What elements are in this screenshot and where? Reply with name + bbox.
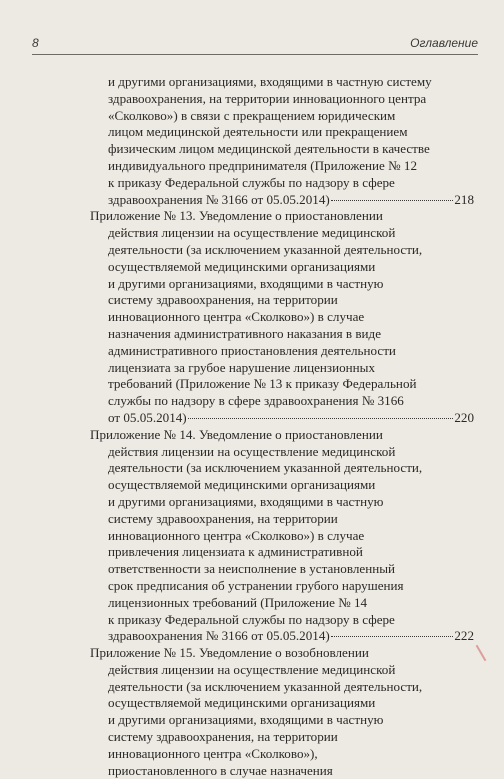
toc-entry-body: [90, 662, 474, 779]
toc-entry[interactable]: [90, 74, 474, 208]
table-of-contents: [90, 74, 474, 779]
toc-entry-line: срок предписания об устранении грубого нарушения: [108, 577, 404, 593]
toc-entry-line: требований (Приложение № 13 к приказу Федеральной: [108, 376, 417, 392]
toc-entry-line: к приказу Федеральной службы по надзору в сфере: [108, 611, 395, 627]
toc-entry[interactable]: [90, 427, 474, 645]
toc-page-number[interactable]: 218: [454, 191, 474, 207]
leader-dots: [331, 636, 454, 637]
toc-entry[interactable]: [90, 645, 474, 779]
toc-entry-line: ответственности за неисполнение в установленный: [108, 561, 396, 577]
toc-entry-line: осуществляемой медицинскими организациями: [108, 695, 376, 711]
toc-entry-line: здравоохранения № 3166 от 05.05.2014): [108, 191, 330, 207]
toc-page-number[interactable]: 222: [454, 628, 474, 644]
toc-entry-line: лицензиата за грубое нарушение лицензионных: [108, 359, 376, 375]
toc-entry-line: приостановленного в случае назначения: [108, 762, 333, 778]
toc-entry-line: действия лицензии на осуществление медицинской: [108, 225, 396, 241]
toc-entry-line: и другими организациями, входящими в частную систему: [108, 74, 432, 89]
toc-entry-line: систему здравоохранения, на территории: [108, 292, 338, 308]
toc-entry-body: [90, 444, 474, 646]
toc-entry-line: деятельности (за исключением указанной деятельности,: [108, 678, 423, 694]
toc-entry-body: [90, 225, 474, 427]
toc-entry-line: индивидуального предпринимателя (Приложение № 12: [108, 157, 417, 173]
toc-entry-line: деятельности (за исключением указанной деятельности,: [108, 460, 423, 476]
section-title: Оглавление: [410, 36, 478, 50]
toc-entry-body: [90, 74, 474, 208]
toc-entry-last-line: [108, 628, 474, 645]
toc-entry-line: лицензионных требований (Приложение № 14: [108, 594, 368, 610]
toc-entry-line: службы по надзору в сфере здравоохранения № 3166: [108, 393, 404, 409]
toc-entry-heading: Приложение № 14. Уведомление о приостановлении: [90, 426, 383, 442]
toc-entry-line: здравоохранения, на территории инновационного центра: [108, 90, 427, 106]
leader-dots: [188, 418, 454, 419]
pen-mark: [476, 645, 487, 662]
toc-entry-line: и другими организациями, входящими в частную: [108, 712, 384, 728]
toc-entry-line: инновационного центра «Сколково») в случае: [108, 527, 365, 543]
leader-dots: [331, 200, 454, 201]
toc-page-number[interactable]: 220: [454, 409, 474, 425]
toc-entry-line: и другими организациями, входящими в частную: [108, 493, 384, 509]
toc-entry-line: лицом медицинской деятельности или прекращением: [108, 124, 408, 140]
toc-entry-line: инновационного центра «Сколково») в случае: [108, 309, 365, 325]
toc-entry-line: привлечения лицензиата к административной: [108, 544, 363, 560]
toc-entry-line: осуществляемой медицинскими организациями: [108, 477, 376, 493]
toc-entry-heading: Приложение № 13. Уведомление о приостановлении: [90, 208, 383, 224]
toc-entry-line: здравоохранения № 3166 от 05.05.2014): [108, 628, 330, 644]
toc-entry-line: осуществляемой медицинскими организациями: [108, 258, 376, 274]
toc-entry-last-line: [108, 192, 474, 209]
toc-entry-line: действия лицензии на осуществление медицинской: [108, 443, 396, 459]
toc-entry-line: деятельности (за исключением указанной деятельности,: [108, 241, 423, 257]
page-number: 8: [32, 36, 39, 50]
toc-entry-line: систему здравоохранения, на территории: [108, 729, 338, 745]
running-header: [32, 34, 478, 55]
toc-entry-line: «Сколково») в связи с прекращением юридическим: [108, 107, 396, 123]
toc-entry-line: назначения административного наказания в виде: [108, 325, 382, 341]
toc-entry-line: действия лицензии на осуществление медицинской: [108, 661, 396, 677]
toc-entry[interactable]: [90, 208, 474, 426]
toc-entry-line: от 05.05.2014): [108, 409, 187, 425]
toc-entry-line: к приказу Федеральной службы по надзору в сфере: [108, 174, 395, 190]
toc-entry-last-line: [108, 410, 474, 427]
toc-entry-line: и другими организациями, входящими в частную: [108, 275, 384, 291]
toc-entry-line: административного приостановления деятельности: [108, 342, 396, 358]
toc-entry-line: инновационного центра «Сколково»),: [108, 745, 318, 761]
toc-entry-heading: Приложение № 15. Уведомление о возобновлении: [90, 645, 369, 661]
toc-entry-line: систему здравоохранения, на территории: [108, 510, 338, 526]
toc-entry-line: физическим лицом медицинской деятельности в качестве: [108, 141, 430, 157]
